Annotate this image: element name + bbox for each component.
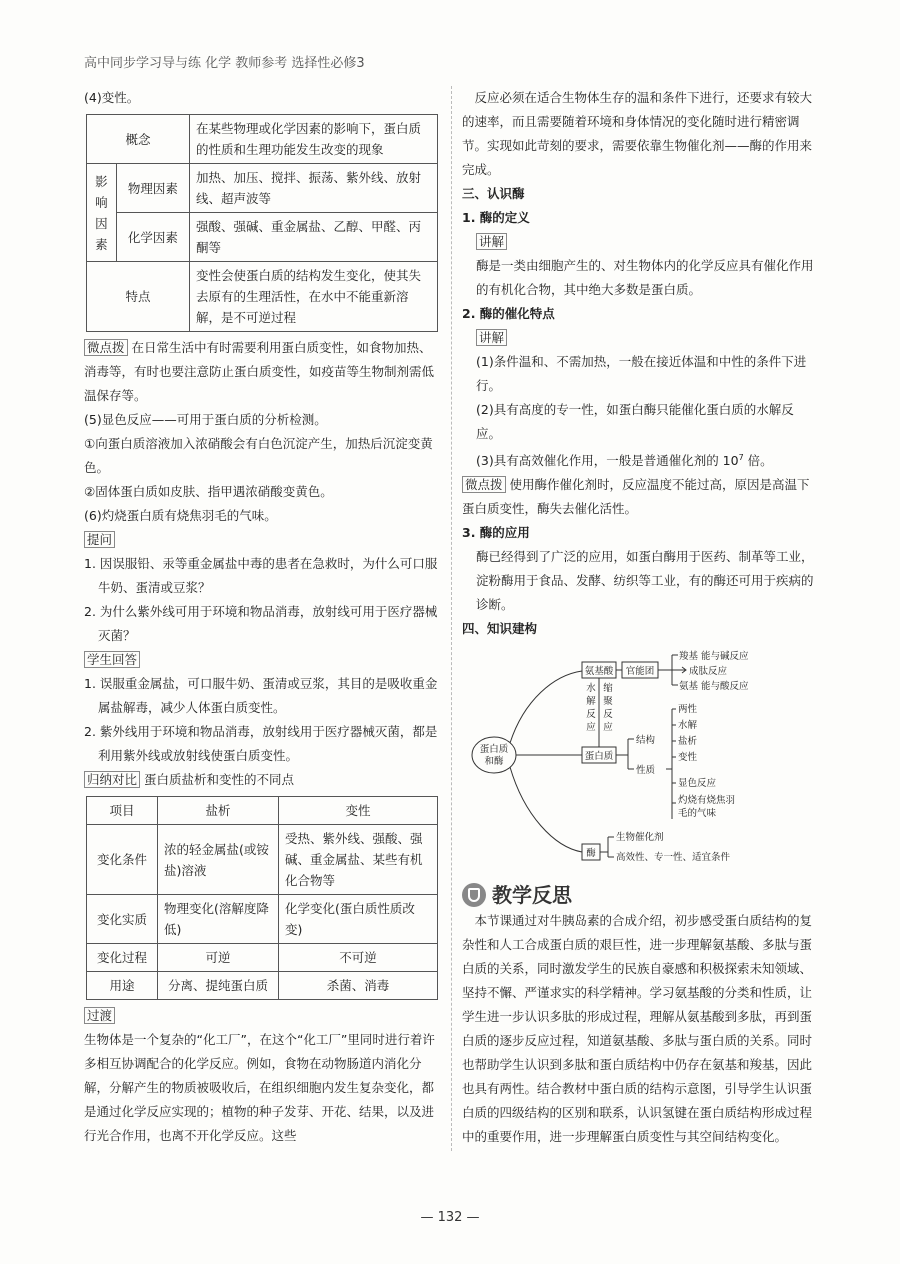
cell-salt: 分离、提纯蛋白质 [158,972,279,1000]
running-header: 高中同步学习导与练 化学 教师参考 选择性必修3 [84,56,365,71]
amino-label: 氨基 能与酸反应 [679,681,749,693]
reflection-title: 教学反思 [492,883,572,908]
property-hydrolysis: 水解 [678,720,698,732]
question-2: 2. 为什么紫外线可用于环境和物品消毒，放射线可用于医疗器械灭菌？ [84,604,438,643]
tip-tag: 微点拨 [84,339,128,356]
chem-text: 强酸、强碱、重金属盐、乙醇、甲醛、丙酮等 [190,213,438,262]
property-denature: 变性 [678,752,698,764]
th-item: 项目 [87,797,158,825]
section-3-heading: 三、认识酶 [462,186,525,201]
tip-1 [84,336,440,408]
property-color: 显色反应 [678,778,717,790]
explain-tag: 讲解 [476,233,507,250]
subheading-2: 2. 酶的催化特点 [462,306,555,321]
cell-denature: 受热、紫外线、强酸、强碱、重金属盐、某些有机化合物等 [279,825,438,895]
cell-denature: 不可逆 [279,944,438,972]
application-text: 酶已经得到了广泛的应用，如蛋白酶用于医药、制革等工业，淀粉酶用于食品、发酵、纺织等工业，有的酶还可用于疾病的诊断。 [476,549,814,613]
compare-tag: 归纳对比 [84,771,140,788]
th-denature: 变性 [279,797,438,825]
definition-text: 酶是一类由细胞产生的、对生物体内的化学反应具有催化作用的有机化合物，其中绝大多数是蛋白质。 [476,258,814,297]
ask-tag: 提问 [84,531,115,548]
property-label: 性质 [636,765,656,777]
cell-salt: 可逆 [158,944,279,972]
trait-3: (3)具有高效催化作用，一般是普通催化剂的 $10^7$ 倍。 [476,453,773,469]
center-node [472,737,516,773]
hydrolysis-label [586,682,596,733]
feature-label: 特点 [87,262,190,332]
answer-2: 2. 紫外线用于环境和物品消毒，放射线用于医疗器械灭菌，都是利用紫外线或放射线使蛋白质变性。 [84,724,438,763]
denature-table [86,114,438,332]
property-amphoteric: 两性 [678,704,698,716]
functional-group-node: 官能团 [625,666,655,678]
center-label-1: 蛋白质 [479,744,509,756]
column-divider [451,86,452,1151]
trait-1: (1)条件温和、不需加热，一般在接近体温和中性的条件下进行。 [476,354,807,393]
svg-text:解: 解 [586,696,596,708]
burn-text: (6)灼烧蛋白质有烧焦羽毛的气味。 [84,508,277,523]
tip-2 [462,473,818,521]
phys-text: 加热、加压、搅拌、振荡、紫外线、放射线、超声波等 [190,164,438,213]
svg-text:聚: 聚 [603,696,613,708]
compare-table [86,796,438,1000]
explain-tag: 讲解 [476,329,507,346]
concept-text: 在某些物理或化学因素的影响下，蛋白质的性质和生理功能发生改变的现象 [190,115,438,164]
concept-label: 概念 [87,115,190,164]
reflection-heading [462,883,818,907]
cell-denature: 化学变化(蛋白质性质改变) [279,895,438,944]
row-label: 用途 [87,972,158,1000]
th-salt: 盐析 [158,797,279,825]
tip-2-text: 使用酶作催化剂时，反应温度不能过高，原因是高温下蛋白质变性，酶失去催化活性。 [462,477,810,517]
svg-text:应: 应 [603,722,613,734]
svg-text:水: 水 [586,683,596,695]
reflection-text: 本节课通过对牛胰岛素的合成介绍，初步感受蛋白质结构的复杂性和人工合成蛋白质的艰巨性，进一步理解氨基酸、多肽与蛋白质的关系，同时激发学生的民族自豪感和积极探索未知领域、坚持不懈、严谨求实的科学精神。学习氨基酸的分类和性质，让学生进一步认识多肽的形成过程，理解从氨基酸到多肽，再到蛋白质的逐步反应过程，知道氨基酸、多肽与蛋白质的关系。同时也帮助学生认识到多肽和蛋白质结构中仍存在氨基和羧基，因此也具有两性。结合教材中蛋白质的结构示意图，引导学生认识蛋白质的四级结构的区别和联系，认识氢键在蛋白质结构形成过程中的重要作用，进一步理解蛋白质变性与其空间结构变化。 [462,913,813,1145]
color-reaction-1: ①向蛋白质溶液加入浓硝酸会有白色沉淀产生，加热后沉淀变黄色。 [84,436,433,475]
question-1: 1. 因误服铅、汞等重金属盐中毒的患者在急救时，为什么可口服牛奶、蛋清或豆浆？ [84,556,438,595]
transit-tag: 过渡 [84,1007,115,1024]
trait-2: (2)具有高度的专一性，如蛋白酶只能催化蛋白质的水解反应。 [476,402,794,441]
property-salting-out: 盐析 [678,736,698,748]
enzyme-node: 酶 [586,848,596,860]
svg-text:反: 反 [603,709,613,721]
peptide-label: 成肽反应 [689,666,728,678]
section-4-heading: 四、知识建构 [462,621,538,637]
cell-salt: 浓的轻金属盐(或铵盐)溶液 [158,825,279,895]
amino-acid-node: 氨基酸 [584,666,614,678]
tip-1-text: 在日常生活中有时需要利用蛋白质变性，如食物加热、消毒等，有时也要注意防止蛋白质变性，如疫苗等生物制剂需低温保存等。 [84,340,435,403]
row-label: 变化条件 [87,825,158,895]
compare-title: 蛋白质盐析和变性的不同点 [144,772,295,787]
cell-denature: 杀菌、消毒 [279,972,438,1000]
biocatalyst-label: 生物催化剂 [616,832,664,844]
phys-label: 物理因素 [116,164,189,213]
structure-label: 结构 [636,735,656,747]
denature-heading: (4)变性。 [84,90,140,105]
enzyme-traits-label: 高效性、专一性、适宜条件 [616,852,731,864]
property-burn-2: 毛的气味 [678,808,717,820]
feature-text: 变性会使蛋白质的结构发生变化，使其失去原有的生理活性，在水中不能重新溶解，是不可逆过程 [190,262,438,332]
svg-text:应: 应 [586,722,596,734]
property-burn-1: 灼烧有烧焦羽 [678,795,736,807]
right-column [462,86,818,1149]
page-number: — 132 — [420,1210,480,1225]
color-reaction: (5)显色反应——可用于蛋白质的分析检测。 [84,412,327,427]
chem-label: 化学因素 [116,213,189,262]
answer-1: 1. 误服重金属盐，可口服牛奶、蛋清或豆浆，其目的是吸收重金属盐解毒，减少人体蛋白质变性。 [84,676,438,715]
factor-label: 影响因素 [87,164,117,262]
left-column [84,86,440,1148]
carboxyl-label: 羧基 能与碱反应 [679,651,749,663]
subheading-3: 3. 酶的应用 [462,525,530,541]
center-label-2: 和酶 [484,756,504,768]
row-label: 变化过程 [87,944,158,972]
svg-text:缩: 缩 [603,683,613,695]
transit-text: 生物体是一个复杂的“化工厂”，在这个“化工厂”里同时进行着许多相互协调配合的化学反应。例如，食物在动物肠道内消化分解，分解产生的物质被吸收后，在组织细胞内发生复杂变化，都是通过化学反应实现的；植物的种子发芽、开花、结果，以及进行光合作用，也离不开化学反应。这些 [84,1032,435,1143]
tip-tag: 微点拨 [462,476,506,493]
flask-icon [462,883,486,907]
cell-salt: 物理变化(溶解度降低) [158,895,279,944]
continued-text: 反应必须在适合生物体生存的温和条件下进行，还要求有较大的速率，而且需要随着环境和身体情况的变化随时进行精密调节。实现如此苛刻的要求，需要依靠生物催化剂——酶的作用来完成。 [462,90,813,177]
svg-text:反: 反 [586,709,596,721]
protein-node: 蛋白质 [584,751,614,763]
row-label: 变化实质 [87,895,158,944]
answer-tag: 学生回答 [84,651,140,668]
condensation-label [603,682,613,733]
subheading-1: 1. 酶的定义 [462,210,530,225]
color-reaction-2: ②固体蛋白质如皮肤、指甲遇浓硝酸变黄色。 [84,484,333,499]
knowledge-mind-map [464,645,764,865]
